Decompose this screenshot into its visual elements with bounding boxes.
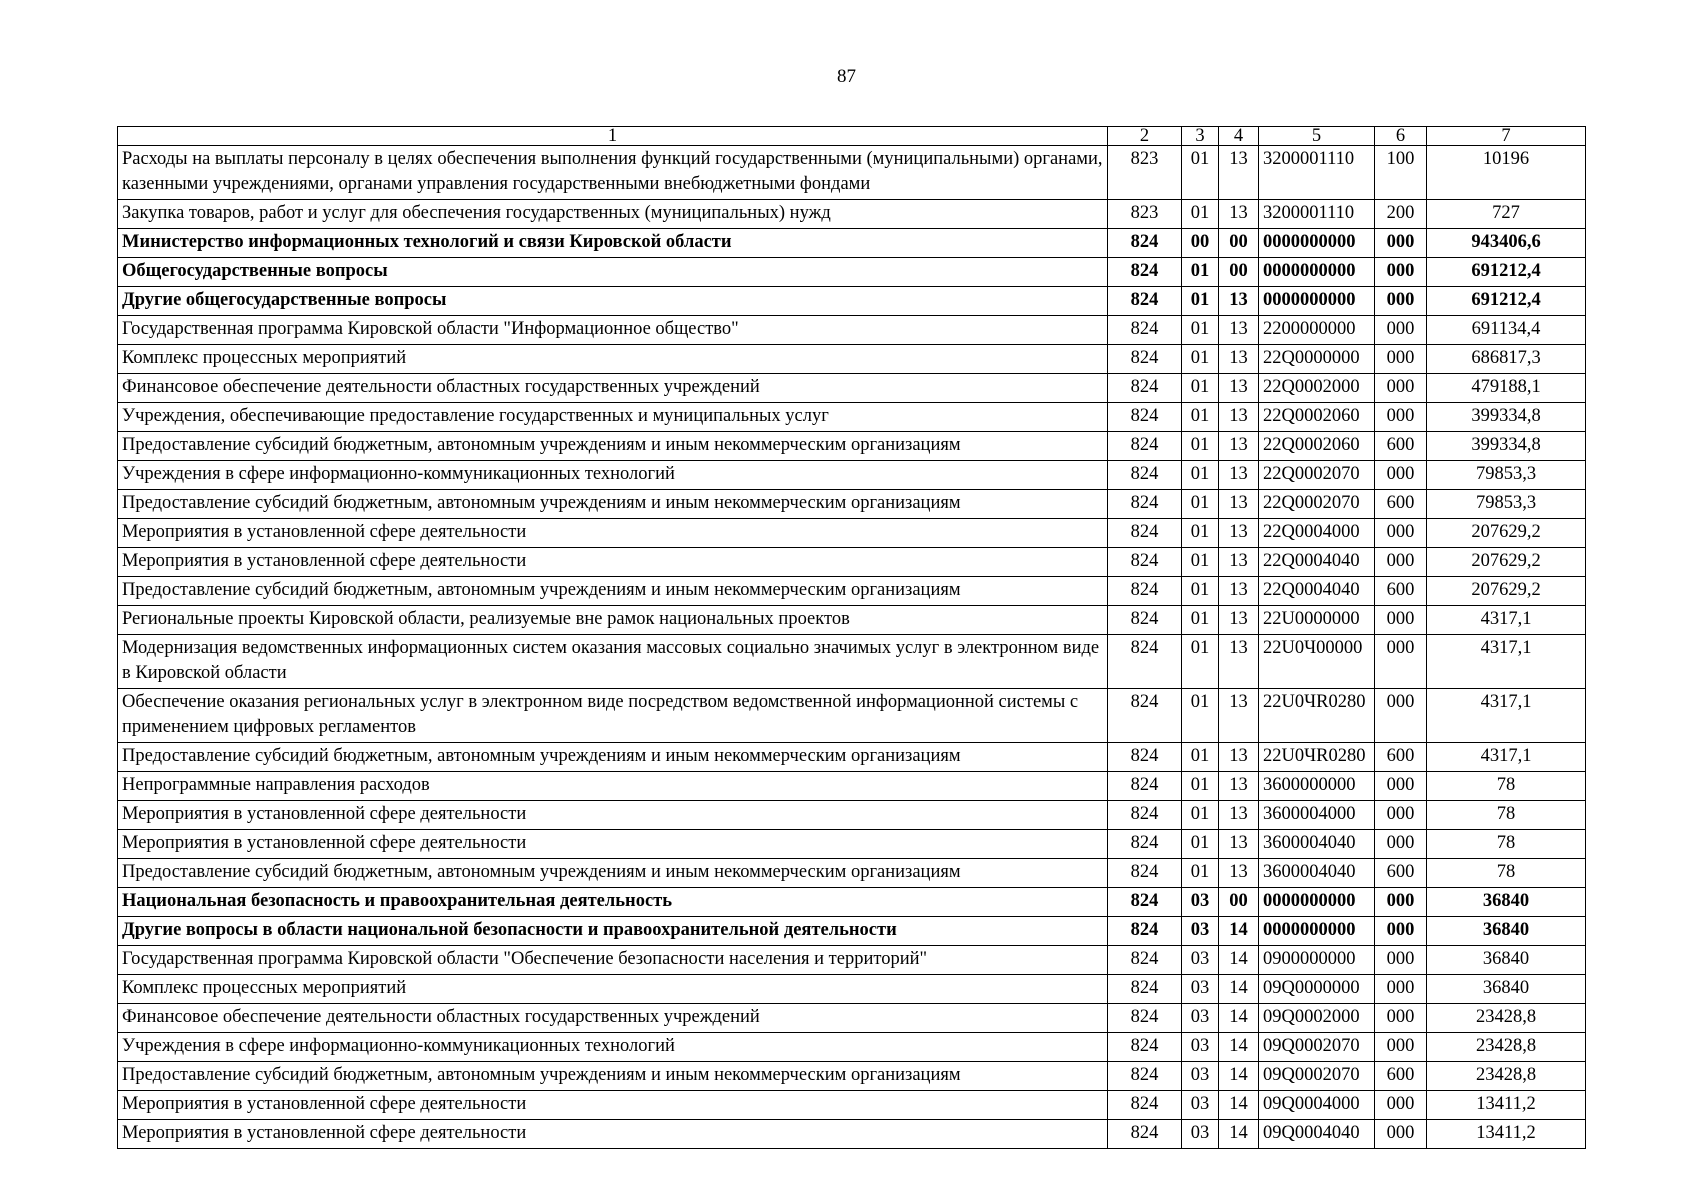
expense-type-code-cell: 000 — [1375, 548, 1427, 577]
department-code-cell: 824 — [1108, 432, 1182, 461]
section-code-cell: 03 — [1182, 888, 1219, 917]
amount-cell: 943406,6 — [1427, 229, 1586, 258]
subsection-code-cell: 13 — [1219, 859, 1259, 888]
amount-cell: 79853,3 — [1427, 461, 1586, 490]
expense-type-code-cell: 000 — [1375, 946, 1427, 975]
expense-name-cell: Комплекс процессных мероприятий — [118, 975, 1108, 1004]
department-code-cell: 824 — [1108, 606, 1182, 635]
table-row — [118, 345, 1586, 374]
amount-cell: 13411,2 — [1427, 1091, 1586, 1120]
section-code-cell: 01 — [1182, 743, 1219, 772]
amount-cell: 399334,8 — [1427, 432, 1586, 461]
department-code-cell: 824 — [1108, 403, 1182, 432]
expense-name-cell: Мероприятия в установленной сфере деятельности — [118, 801, 1108, 830]
target-article-code-cell: 09Q0002070 — [1259, 1062, 1375, 1091]
amount-cell: 4317,1 — [1427, 635, 1586, 689]
table-row — [118, 146, 1586, 200]
amount-cell: 23428,8 — [1427, 1004, 1586, 1033]
department-code-cell: 823 — [1108, 146, 1182, 200]
expense-type-code-cell: 000 — [1375, 635, 1427, 689]
amount-cell: 10196 — [1427, 146, 1586, 200]
expense-name-cell: Учреждения в сфере информационно-коммуникационных технологий — [118, 1033, 1108, 1062]
expense-type-code-cell: 200 — [1375, 200, 1427, 229]
target-article-code-cell: 09Q0002000 — [1259, 1004, 1375, 1033]
subsection-code-cell: 00 — [1219, 888, 1259, 917]
target-article-code-cell: 22Q0004000 — [1259, 519, 1375, 548]
expense-name-cell: Мероприятия в установленной сфере деятельности — [118, 1120, 1108, 1149]
expense-type-code-cell: 000 — [1375, 461, 1427, 490]
section-code-cell: 01 — [1182, 548, 1219, 577]
expense-type-code-cell: 600 — [1375, 743, 1427, 772]
amount-cell: 78 — [1427, 772, 1586, 801]
table-row — [118, 1120, 1586, 1149]
table-row — [118, 606, 1586, 635]
table-row — [118, 200, 1586, 229]
department-code-cell: 824 — [1108, 490, 1182, 519]
subsection-code-cell: 14 — [1219, 1033, 1259, 1062]
section-code-cell: 01 — [1182, 258, 1219, 287]
department-code-cell: 824 — [1108, 316, 1182, 345]
department-code-cell: 824 — [1108, 772, 1182, 801]
target-article-code-cell: 22U0000000 — [1259, 606, 1375, 635]
department-code-cell: 824 — [1108, 946, 1182, 975]
department-code-cell: 824 — [1108, 1004, 1182, 1033]
expense-type-code-cell: 000 — [1375, 801, 1427, 830]
department-code-cell: 824 — [1108, 461, 1182, 490]
section-code-cell: 03 — [1182, 1120, 1219, 1149]
department-code-cell: 824 — [1108, 801, 1182, 830]
expense-type-code-cell: 000 — [1375, 316, 1427, 345]
department-code-cell: 824 — [1108, 258, 1182, 287]
amount-cell: 79853,3 — [1427, 490, 1586, 519]
expense-type-code-cell: 000 — [1375, 287, 1427, 316]
subsection-code-cell: 13 — [1219, 772, 1259, 801]
target-article-code-cell: 3200001110 — [1259, 200, 1375, 229]
expense-type-code-cell: 000 — [1375, 258, 1427, 287]
expense-type-code-cell: 000 — [1375, 345, 1427, 374]
amount-cell: 691134,4 — [1427, 316, 1586, 345]
department-code-cell: 824 — [1108, 345, 1182, 374]
table-row — [118, 1004, 1586, 1033]
section-code-cell: 01 — [1182, 146, 1219, 200]
subsection-code-cell: 14 — [1219, 917, 1259, 946]
table-row — [118, 432, 1586, 461]
expense-type-code-cell: 000 — [1375, 229, 1427, 258]
table-row — [118, 316, 1586, 345]
section-code-cell: 03 — [1182, 975, 1219, 1004]
section-code-cell: 01 — [1182, 801, 1219, 830]
section-code-cell: 03 — [1182, 1004, 1219, 1033]
target-article-code-cell: 22Q0000000 — [1259, 345, 1375, 374]
section-code-cell: 03 — [1182, 1062, 1219, 1091]
amount-cell: 13411,2 — [1427, 1120, 1586, 1149]
department-code-cell: 824 — [1108, 975, 1182, 1004]
department-code-cell: 824 — [1108, 888, 1182, 917]
amount-cell: 36840 — [1427, 888, 1586, 917]
target-article-code-cell: 22Q0002060 — [1259, 432, 1375, 461]
expense-type-code-cell: 000 — [1375, 1004, 1427, 1033]
department-code-cell: 824 — [1108, 287, 1182, 316]
table-row — [118, 1091, 1586, 1120]
column-number-row — [118, 127, 1586, 146]
target-article-code-cell: 0000000000 — [1259, 258, 1375, 287]
subsection-code-cell: 13 — [1219, 316, 1259, 345]
subsection-code-cell: 14 — [1219, 1120, 1259, 1149]
column-number-header: 7 — [1427, 127, 1586, 146]
expense-type-code-cell: 000 — [1375, 374, 1427, 403]
expense-name-cell: Предоставление субсидий бюджетным, автономным учреждениям и иным некоммерческим организациям — [118, 859, 1108, 888]
target-article-code-cell: 0000000000 — [1259, 888, 1375, 917]
expense-name-cell: Финансовое обеспечение деятельности областных государственных учреждений — [118, 1004, 1108, 1033]
expense-name-cell: Модернизация ведомственных информационных систем оказания массовых социально значимых услуг в электронном виде в Кировской области — [118, 635, 1108, 689]
target-article-code-cell: 22Q0002060 — [1259, 403, 1375, 432]
expense-type-code-cell: 100 — [1375, 146, 1427, 200]
section-code-cell: 01 — [1182, 772, 1219, 801]
subsection-code-cell: 13 — [1219, 830, 1259, 859]
department-code-cell: 824 — [1108, 1091, 1182, 1120]
subsection-code-cell: 13 — [1219, 200, 1259, 229]
subsection-code-cell: 13 — [1219, 146, 1259, 200]
section-code-cell: 01 — [1182, 635, 1219, 689]
subsection-code-cell: 14 — [1219, 1004, 1259, 1033]
subsection-code-cell: 13 — [1219, 490, 1259, 519]
expense-name-cell: Национальная безопасность и правоохранительная деятельность — [118, 888, 1108, 917]
expense-type-code-cell: 600 — [1375, 1062, 1427, 1091]
department-code-cell: 824 — [1108, 229, 1182, 258]
department-code-cell: 824 — [1108, 548, 1182, 577]
target-article-code-cell: 3600004040 — [1259, 859, 1375, 888]
section-code-cell: 03 — [1182, 917, 1219, 946]
expense-type-code-cell: 600 — [1375, 859, 1427, 888]
subsection-code-cell: 00 — [1219, 258, 1259, 287]
department-code-cell: 824 — [1108, 635, 1182, 689]
expense-type-code-cell: 000 — [1375, 975, 1427, 1004]
table-row — [118, 743, 1586, 772]
subsection-code-cell: 13 — [1219, 801, 1259, 830]
target-article-code-cell: 09Q0000000 — [1259, 975, 1375, 1004]
section-code-cell: 03 — [1182, 1033, 1219, 1062]
expense-type-code-cell: 000 — [1375, 1033, 1427, 1062]
amount-cell: 686817,3 — [1427, 345, 1586, 374]
amount-cell: 36840 — [1427, 917, 1586, 946]
subsection-code-cell: 13 — [1219, 461, 1259, 490]
amount-cell: 4317,1 — [1427, 689, 1586, 743]
section-code-cell: 01 — [1182, 577, 1219, 606]
table-row — [118, 287, 1586, 316]
expense-name-cell: Обеспечение оказания региональных услуг в электронном виде посредством ведомственной информационной системы с применением цифровых регламентов — [118, 689, 1108, 743]
amount-cell: 4317,1 — [1427, 743, 1586, 772]
section-code-cell: 01 — [1182, 287, 1219, 316]
subsection-code-cell: 14 — [1219, 975, 1259, 1004]
amount-cell: 36840 — [1427, 946, 1586, 975]
section-code-cell: 01 — [1182, 403, 1219, 432]
table-row — [118, 917, 1586, 946]
table-row — [118, 635, 1586, 689]
subsection-code-cell: 13 — [1219, 374, 1259, 403]
department-code-cell: 824 — [1108, 830, 1182, 859]
target-article-code-cell: 0000000000 — [1259, 229, 1375, 258]
table-row — [118, 946, 1586, 975]
target-article-code-cell: 3200001110 — [1259, 146, 1375, 200]
page-number: 87 — [837, 66, 856, 87]
table-row — [118, 772, 1586, 801]
target-article-code-cell: 22Q0002070 — [1259, 490, 1375, 519]
budget-table — [117, 126, 1586, 1149]
expense-name-cell: Мероприятия в установленной сфере деятельности — [118, 830, 1108, 859]
subsection-code-cell: 13 — [1219, 548, 1259, 577]
expense-name-cell: Предоставление субсидий бюджетным, автономным учреждениям и иным некоммерческим организациям — [118, 743, 1108, 772]
expense-type-code-cell: 000 — [1375, 689, 1427, 743]
amount-cell: 691212,4 — [1427, 287, 1586, 316]
amount-cell: 727 — [1427, 200, 1586, 229]
table-row — [118, 801, 1586, 830]
expense-name-cell: Мероприятия в установленной сфере деятельности — [118, 1091, 1108, 1120]
table-row — [118, 258, 1586, 287]
section-code-cell: 01 — [1182, 374, 1219, 403]
table-row — [118, 548, 1586, 577]
table-row — [118, 490, 1586, 519]
table-row — [118, 374, 1586, 403]
expense-name-cell: Предоставление субсидий бюджетным, автономным учреждениям и иным некоммерческим организациям — [118, 432, 1108, 461]
subsection-code-cell: 00 — [1219, 229, 1259, 258]
target-article-code-cell: 09Q0002070 — [1259, 1033, 1375, 1062]
table-row — [118, 859, 1586, 888]
section-code-cell: 01 — [1182, 490, 1219, 519]
expense-type-code-cell: 600 — [1375, 577, 1427, 606]
amount-cell: 23428,8 — [1427, 1033, 1586, 1062]
amount-cell: 207629,2 — [1427, 548, 1586, 577]
amount-cell: 23428,8 — [1427, 1062, 1586, 1091]
amount-cell: 691212,4 — [1427, 258, 1586, 287]
section-code-cell: 03 — [1182, 1091, 1219, 1120]
section-code-cell: 01 — [1182, 689, 1219, 743]
expense-name-cell: Закупка товаров, работ и услуг для обеспечения государственных (муниципальных) нужд — [118, 200, 1108, 229]
section-code-cell: 01 — [1182, 830, 1219, 859]
department-code-cell: 824 — [1108, 577, 1182, 606]
expense-name-cell: Расходы на выплаты персоналу в целях обеспечения выполнения функций государственными (муниципальными) органами, казенными учреждениями, органами управления государственными внебюджетными фондами — [118, 146, 1108, 200]
expense-name-cell: Учреждения, обеспечивающие предоставление государственных и муниципальных услуг — [118, 403, 1108, 432]
amount-cell: 479188,1 — [1427, 374, 1586, 403]
department-code-cell: 824 — [1108, 374, 1182, 403]
target-article-code-cell: 09Q0004000 — [1259, 1091, 1375, 1120]
target-article-code-cell: 22Q0004040 — [1259, 577, 1375, 606]
table-body — [118, 146, 1586, 1149]
target-article-code-cell: 22Q0002070 — [1259, 461, 1375, 490]
section-code-cell: 01 — [1182, 200, 1219, 229]
section-code-cell: 01 — [1182, 606, 1219, 635]
expense-name-cell: Мероприятия в установленной сфере деятельности — [118, 548, 1108, 577]
subsection-code-cell: 13 — [1219, 606, 1259, 635]
department-code-cell: 824 — [1108, 1062, 1182, 1091]
table-row — [118, 519, 1586, 548]
table-row — [118, 461, 1586, 490]
amount-cell: 4317,1 — [1427, 606, 1586, 635]
expense-name-cell: Предоставление субсидий бюджетным, автономным учреждениям и иным некоммерческим организациям — [118, 577, 1108, 606]
expense-name-cell: Другие общегосударственные вопросы — [118, 287, 1108, 316]
target-article-code-cell: 22U0ЧR0280 — [1259, 743, 1375, 772]
target-article-code-cell: 3600004040 — [1259, 830, 1375, 859]
column-number-header: 3 — [1182, 127, 1219, 146]
subsection-code-cell: 13 — [1219, 577, 1259, 606]
expense-name-cell: Региональные проекты Кировской области, реализуемые вне рамок национальных проектов — [118, 606, 1108, 635]
department-code-cell: 824 — [1108, 519, 1182, 548]
table-row — [118, 229, 1586, 258]
subsection-code-cell: 13 — [1219, 635, 1259, 689]
expense-type-code-cell: 000 — [1375, 917, 1427, 946]
table-row — [118, 577, 1586, 606]
expense-name-cell: Государственная программа Кировской области "Информационное общество" — [118, 316, 1108, 345]
target-article-code-cell: 22Q0004040 — [1259, 548, 1375, 577]
section-code-cell: 01 — [1182, 345, 1219, 374]
amount-cell: 78 — [1427, 859, 1586, 888]
subsection-code-cell: 14 — [1219, 1091, 1259, 1120]
subsection-code-cell: 13 — [1219, 519, 1259, 548]
subsection-code-cell: 13 — [1219, 743, 1259, 772]
table-row — [118, 403, 1586, 432]
expense-type-code-cell: 000 — [1375, 1091, 1427, 1120]
table-row — [118, 1062, 1586, 1091]
table-row — [118, 888, 1586, 917]
expense-name-cell: Мероприятия в установленной сфере деятельности — [118, 519, 1108, 548]
target-article-code-cell: 0000000000 — [1259, 287, 1375, 316]
department-code-cell: 823 — [1108, 200, 1182, 229]
column-number-header: 2 — [1108, 127, 1182, 146]
target-article-code-cell: 09Q0004040 — [1259, 1120, 1375, 1149]
column-number-header: 4 — [1219, 127, 1259, 146]
subsection-code-cell: 14 — [1219, 946, 1259, 975]
subsection-code-cell: 13 — [1219, 689, 1259, 743]
target-article-code-cell: 22U0ЧR0280 — [1259, 689, 1375, 743]
section-code-cell: 03 — [1182, 946, 1219, 975]
amount-cell: 207629,2 — [1427, 577, 1586, 606]
target-article-code-cell: 3600000000 — [1259, 772, 1375, 801]
subsection-code-cell: 13 — [1219, 345, 1259, 374]
department-code-cell: 824 — [1108, 859, 1182, 888]
section-code-cell: 01 — [1182, 519, 1219, 548]
department-code-cell: 824 — [1108, 743, 1182, 772]
amount-cell: 78 — [1427, 830, 1586, 859]
target-article-code-cell: 0000000000 — [1259, 917, 1375, 946]
subsection-code-cell: 13 — [1219, 403, 1259, 432]
expense-name-cell: Министерство информационных технологий и связи Кировской области — [118, 229, 1108, 258]
expense-name-cell: Комплекс процессных мероприятий — [118, 345, 1108, 374]
target-article-code-cell: 3600004000 — [1259, 801, 1375, 830]
table-row — [118, 689, 1586, 743]
expense-type-code-cell: 000 — [1375, 519, 1427, 548]
column-number-header: 1 — [118, 127, 1108, 146]
table-row — [118, 1033, 1586, 1062]
expense-name-cell: Другие вопросы в области национальной безопасности и правоохранительной деятельности — [118, 917, 1108, 946]
department-code-cell: 824 — [1108, 917, 1182, 946]
expense-type-code-cell: 600 — [1375, 432, 1427, 461]
expense-type-code-cell: 000 — [1375, 830, 1427, 859]
expense-name-cell: Предоставление субсидий бюджетным, автономным учреждениям и иным некоммерческим организациям — [118, 1062, 1108, 1091]
department-code-cell: 824 — [1108, 689, 1182, 743]
section-code-cell: 01 — [1182, 316, 1219, 345]
expense-name-cell: Общегосударственные вопросы — [118, 258, 1108, 287]
expense-name-cell: Финансовое обеспечение деятельности областных государственных учреждений — [118, 374, 1108, 403]
section-code-cell: 01 — [1182, 461, 1219, 490]
section-code-cell: 01 — [1182, 432, 1219, 461]
target-article-code-cell: 22U0Ч00000 — [1259, 635, 1375, 689]
expense-type-code-cell: 000 — [1375, 1120, 1427, 1149]
amount-cell: 36840 — [1427, 975, 1586, 1004]
expense-name-cell: Непрограммные направления расходов — [118, 772, 1108, 801]
expense-type-code-cell: 000 — [1375, 888, 1427, 917]
expense-name-cell: Предоставление субсидий бюджетным, автономным учреждениям и иным некоммерческим организациям — [118, 490, 1108, 519]
expense-type-code-cell: 600 — [1375, 490, 1427, 519]
subsection-code-cell: 13 — [1219, 287, 1259, 316]
target-article-code-cell: 0900000000 — [1259, 946, 1375, 975]
amount-cell: 207629,2 — [1427, 519, 1586, 548]
section-code-cell: 00 — [1182, 229, 1219, 258]
target-article-code-cell: 22Q0002000 — [1259, 374, 1375, 403]
department-code-cell: 824 — [1108, 1120, 1182, 1149]
table-row — [118, 830, 1586, 859]
expense-name-cell: Учреждения в сфере информационно-коммуникационных технологий — [118, 461, 1108, 490]
expense-type-code-cell: 000 — [1375, 772, 1427, 801]
column-number-header: 6 — [1375, 127, 1427, 146]
subsection-code-cell: 13 — [1219, 432, 1259, 461]
table-row — [118, 975, 1586, 1004]
expense-type-code-cell: 000 — [1375, 403, 1427, 432]
target-article-code-cell: 2200000000 — [1259, 316, 1375, 345]
expense-type-code-cell: 000 — [1375, 606, 1427, 635]
amount-cell: 399334,8 — [1427, 403, 1586, 432]
department-code-cell: 824 — [1108, 1033, 1182, 1062]
column-number-header: 5 — [1259, 127, 1375, 146]
amount-cell: 78 — [1427, 801, 1586, 830]
expense-name-cell: Государственная программа Кировской области "Обеспечение безопасности населения и территорий" — [118, 946, 1108, 975]
section-code-cell: 01 — [1182, 859, 1219, 888]
subsection-code-cell: 14 — [1219, 1062, 1259, 1091]
